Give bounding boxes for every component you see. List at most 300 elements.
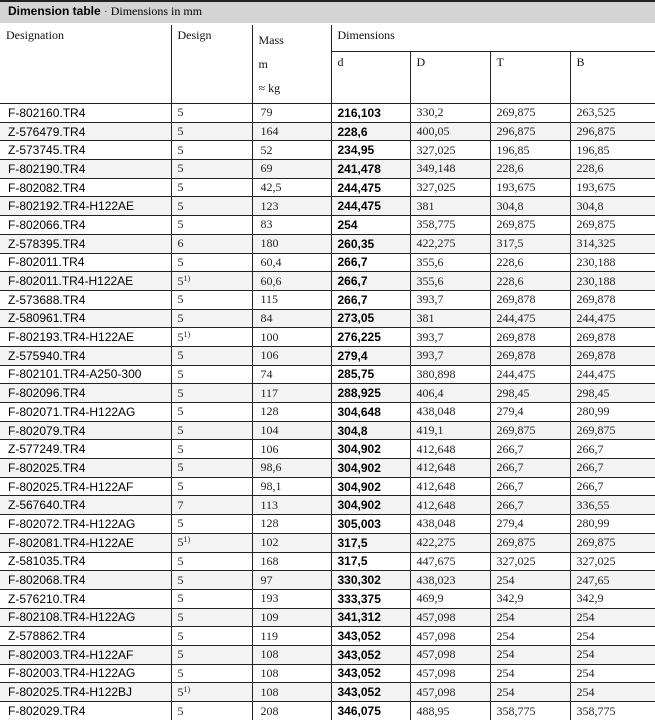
cell-design-value: 5 <box>177 273 184 288</box>
cell-design <box>171 141 252 160</box>
cell-mass-value: 119 <box>260 628 279 643</box>
table-subtitle: Dimensions in mm <box>110 4 203 18</box>
cell-d <box>331 178 410 197</box>
cell-D <box>410 104 490 123</box>
table-row <box>0 664 655 683</box>
cell-B-value: 336,55 <box>576 497 610 512</box>
cell-mass-value: 128 <box>260 404 279 419</box>
cell-B-value: 254 <box>576 684 595 699</box>
table-row <box>0 515 655 534</box>
cell-design <box>171 608 252 627</box>
cell-d <box>331 253 410 272</box>
cell-mass-value: 102 <box>260 535 279 550</box>
cell-designation <box>0 216 171 235</box>
cell-designation <box>0 197 171 216</box>
table-row <box>0 702 655 720</box>
cell-D-value: 438,023 <box>416 572 456 587</box>
cell-B-value: 254 <box>576 609 595 624</box>
cell-B-value: 269,875 <box>576 423 616 438</box>
cell-T <box>490 496 570 515</box>
footnote-marker: 1) <box>183 535 191 545</box>
cell-D <box>410 365 490 384</box>
cell-T <box>490 178 570 197</box>
cell-designation <box>0 141 171 160</box>
cell-design-value: 5 <box>177 609 184 624</box>
cell-D-value: 381 <box>416 198 435 213</box>
cell-T <box>490 197 570 216</box>
cell-design <box>171 477 252 496</box>
cell-designation-value: F-802071.TR4-H122AG <box>8 404 136 419</box>
cell-B <box>570 272 655 291</box>
cell-design-value: 5 <box>177 217 184 232</box>
table-row <box>0 496 655 515</box>
cell-designation <box>0 645 171 664</box>
cell-T <box>490 645 570 664</box>
cell-mass <box>252 178 331 197</box>
cell-B <box>570 421 655 440</box>
cell-T-value: 296,875 <box>496 124 536 139</box>
cell-design-value: 5 <box>177 460 184 475</box>
cell-design-value: 5 <box>177 329 184 344</box>
cell-mass-value: 128 <box>260 516 279 531</box>
cell-d <box>331 496 410 515</box>
cell-T <box>490 515 570 534</box>
table-row <box>0 533 655 552</box>
cell-design <box>171 197 252 216</box>
cell-B-value: 244,475 <box>576 310 616 325</box>
cell-d <box>331 533 410 552</box>
cell-T-value: 254 <box>496 647 515 662</box>
cell-d <box>331 216 410 235</box>
table-row <box>0 459 655 478</box>
cell-designation-value: F-802003.TR4-H122AG <box>8 666 136 681</box>
cell-designation-value: Z-580961.TR4 <box>8 311 86 326</box>
cell-T <box>490 459 570 478</box>
cell-d-value: 343,052 <box>337 685 381 700</box>
cell-d-value: 317,5 <box>337 535 368 550</box>
cell-T-value: 279,4 <box>496 516 524 531</box>
cell-designation-value: F-802029.TR4 <box>8 704 86 719</box>
cell-mass-value: 60,4 <box>260 254 282 269</box>
cell-T <box>490 571 570 590</box>
cell-D <box>410 421 490 440</box>
cell-T-value: 269,875 <box>496 105 536 120</box>
cell-D <box>410 328 490 347</box>
cell-d-value: 343,052 <box>337 629 381 644</box>
cell-designation <box>0 533 171 552</box>
cell-design <box>171 440 252 459</box>
cell-mass <box>252 104 331 123</box>
cell-B <box>570 122 655 141</box>
cell-D <box>410 552 490 571</box>
cell-designation-value: Z-576210.TR4 <box>8 591 86 606</box>
cell-designation <box>0 178 171 197</box>
cell-B <box>570 533 655 552</box>
footnote-marker: 1) <box>183 329 191 339</box>
cell-d-value: 244,475 <box>337 180 381 195</box>
cell-T-value: 254 <box>496 628 515 643</box>
cell-designation <box>0 403 171 422</box>
cell-mass <box>252 608 331 627</box>
cell-design <box>171 627 252 646</box>
cell-d-value: 244,475 <box>337 199 381 214</box>
cell-design <box>171 104 252 123</box>
cell-T-value: 254 <box>496 609 515 624</box>
cell-design-value: 5 <box>177 254 184 269</box>
cell-D <box>410 459 490 478</box>
cell-designation <box>0 552 171 571</box>
cell-B <box>570 253 655 272</box>
cell-designation <box>0 104 171 123</box>
cell-mass <box>252 664 331 683</box>
cell-mass-value: 98,1 <box>260 479 282 494</box>
cell-designation-value: F-802082.TR4 <box>8 180 86 195</box>
cell-T-value: 266,7 <box>496 460 524 475</box>
cell-B <box>570 290 655 309</box>
cell-d <box>331 515 410 534</box>
header-d: d <box>331 52 410 104</box>
cell-designation <box>0 477 171 496</box>
cell-B-value: 280,99 <box>576 404 610 419</box>
header-dimensions: Dimensions <box>331 25 655 52</box>
cell-design-value: 5 <box>177 572 184 587</box>
cell-B <box>570 496 655 515</box>
cell-d <box>331 627 410 646</box>
cell-design <box>171 234 252 253</box>
cell-B-value: 230,188 <box>576 273 616 288</box>
cell-T-value: 193,675 <box>496 180 536 195</box>
cell-D-value: 412,648 <box>416 460 456 475</box>
cell-B-value: 247,65 <box>576 572 610 587</box>
cell-designation <box>0 421 171 440</box>
cell-D <box>410 403 490 422</box>
cell-d-value: 304,902 <box>337 460 381 475</box>
cell-design-value: 5 <box>177 348 184 363</box>
cell-d-value: 234,95 <box>337 143 375 158</box>
header-D: D <box>410 52 490 104</box>
table-row <box>0 403 655 422</box>
cell-mass <box>252 627 331 646</box>
cell-designation <box>0 459 171 478</box>
cell-designation <box>0 272 171 291</box>
cell-mass-value: 180 <box>260 236 279 251</box>
cell-D <box>410 440 490 459</box>
cell-B-value: 266,7 <box>576 479 604 494</box>
cell-designation-value: Z-576479.TR4 <box>8 124 86 139</box>
cell-d <box>331 440 410 459</box>
cell-design <box>171 589 252 608</box>
cell-d-value: 241,478 <box>337 161 381 176</box>
cell-design-value: 5 <box>177 703 184 718</box>
cell-D-value: 457,098 <box>416 628 456 643</box>
cell-T-value: 279,4 <box>496 404 524 419</box>
cell-T-value: 266,7 <box>496 497 524 512</box>
cell-T <box>490 683 570 702</box>
cell-mass <box>252 552 331 571</box>
cell-design-value: 5 <box>177 665 184 680</box>
cell-B <box>570 104 655 123</box>
cell-d-value: 343,052 <box>337 647 381 662</box>
cell-T <box>490 403 570 422</box>
cell-D <box>410 533 490 552</box>
cell-d <box>331 421 410 440</box>
cell-d-value: 304,902 <box>337 442 381 457</box>
cell-mass <box>252 290 331 309</box>
cell-design <box>171 178 252 197</box>
cell-D <box>410 477 490 496</box>
cell-designation <box>0 515 171 534</box>
cell-d-value: 266,7 <box>337 292 368 307</box>
cell-D-value: 457,098 <box>416 684 456 699</box>
cell-B-value: 244,475 <box>576 366 616 381</box>
table-row <box>0 272 655 291</box>
cell-mass-value: 168 <box>260 553 279 568</box>
cell-T-value: 317,5 <box>496 236 524 251</box>
cell-D <box>410 216 490 235</box>
cell-T-value: 304,8 <box>496 198 524 213</box>
cell-B-value: 269,878 <box>576 292 616 307</box>
cell-design-value: 5 <box>177 441 184 456</box>
cell-designation <box>0 253 171 272</box>
cell-d-value: 216,103 <box>337 105 381 120</box>
cell-mass <box>252 365 331 384</box>
cell-designation-value: F-802025.TR4 <box>8 460 86 475</box>
cell-mass <box>252 496 331 515</box>
cell-D <box>410 608 490 627</box>
cell-T <box>490 104 570 123</box>
cell-D <box>410 627 490 646</box>
cell-mass-value: 208 <box>260 703 279 718</box>
cell-design-value: 5 <box>177 366 184 381</box>
cell-D-value: 412,648 <box>416 441 456 456</box>
cell-mass-value: 97 <box>260 572 273 587</box>
cell-d <box>331 384 410 403</box>
cell-B <box>570 608 655 627</box>
cell-designation-value: F-802011.TR4-H122AE <box>8 274 134 289</box>
cell-design <box>171 384 252 403</box>
cell-mass-value: 117 <box>260 385 279 400</box>
cell-T <box>490 272 570 291</box>
cell-B-value: 342,9 <box>576 591 604 606</box>
cell-mass <box>252 702 331 720</box>
cell-T <box>490 421 570 440</box>
cell-d <box>331 664 410 683</box>
cell-design-value: 5 <box>177 479 184 494</box>
cell-mass-value: 113 <box>260 497 279 512</box>
cell-d-value: 266,7 <box>337 274 368 289</box>
cell-mass <box>252 197 331 216</box>
cell-design <box>171 571 252 590</box>
table-body <box>0 104 655 720</box>
cell-D <box>410 272 490 291</box>
cell-B <box>570 683 655 702</box>
cell-B-value: 254 <box>576 665 595 680</box>
cell-design-value: 5 <box>177 404 184 419</box>
cell-T <box>490 384 570 403</box>
header-mass-label: Mass <box>258 33 284 47</box>
cell-designation-value: F-802011.TR4 <box>8 255 85 270</box>
cell-design <box>171 664 252 683</box>
cell-design-value: 5 <box>177 310 184 325</box>
cell-designation <box>0 160 171 179</box>
cell-B <box>570 627 655 646</box>
cell-mass-value: 74 <box>260 366 273 381</box>
cell-design <box>171 216 252 235</box>
table-row <box>0 309 655 328</box>
cell-D <box>410 178 490 197</box>
cell-d-value: 254 <box>337 217 358 232</box>
cell-B-value: 269,878 <box>576 329 616 344</box>
cell-B <box>570 645 655 664</box>
cell-B <box>570 309 655 328</box>
cell-design-value: 5 <box>177 535 184 550</box>
cell-design <box>171 160 252 179</box>
cell-d <box>331 328 410 347</box>
table-row <box>0 197 655 216</box>
cell-design <box>171 290 252 309</box>
cell-designation <box>0 122 171 141</box>
cell-mass <box>252 216 331 235</box>
cell-T <box>490 290 570 309</box>
cell-d <box>331 290 410 309</box>
cell-d <box>331 365 410 384</box>
cell-d-value: 304,902 <box>337 479 381 494</box>
cell-D <box>410 141 490 160</box>
header-mass-unit: ≈ kg <box>258 81 281 95</box>
cell-T <box>490 216 570 235</box>
cell-T-value: 269,878 <box>496 329 536 344</box>
cell-T-value: 342,9 <box>496 591 524 606</box>
cell-designation <box>0 234 171 253</box>
cell-design-value: 5 <box>177 180 184 195</box>
header-mass <box>252 25 331 104</box>
cell-designation <box>0 589 171 608</box>
cell-D-value: 422,275 <box>416 236 456 251</box>
cell-B <box>570 328 655 347</box>
cell-d <box>331 571 410 590</box>
cell-design-value: 5 <box>177 647 184 662</box>
cell-D-value: 422,275 <box>416 535 456 550</box>
cell-designation <box>0 608 171 627</box>
cell-T <box>490 253 570 272</box>
cell-T-value: 254 <box>496 665 515 680</box>
cell-D-value: 488,95 <box>416 703 450 718</box>
cell-mass <box>252 234 331 253</box>
cell-mass-value: 115 <box>260 292 279 307</box>
cell-D <box>410 290 490 309</box>
cell-T <box>490 440 570 459</box>
cell-D <box>410 197 490 216</box>
cell-B <box>570 477 655 496</box>
cell-T <box>490 477 570 496</box>
cell-mass <box>252 683 331 702</box>
cell-B <box>570 384 655 403</box>
cell-design <box>171 683 252 702</box>
cell-d <box>331 309 410 328</box>
cell-design-value: 5 <box>177 385 184 400</box>
header-B: B <box>570 52 655 104</box>
cell-D-value: 412,648 <box>416 497 456 512</box>
cell-B-value: 266,7 <box>576 441 604 456</box>
cell-T <box>490 702 570 720</box>
cell-T <box>490 309 570 328</box>
cell-d-value: 279,4 <box>337 348 368 363</box>
cell-B-value: 304,8 <box>576 198 604 213</box>
cell-designation-value: Z-577249.TR4 <box>8 442 86 457</box>
cell-D-value: 355,6 <box>416 273 444 288</box>
cell-B-value: 327,025 <box>576 553 616 568</box>
table-row <box>0 160 655 179</box>
table-row <box>0 589 655 608</box>
cell-mass <box>252 571 331 590</box>
cell-design <box>171 533 252 552</box>
cell-D <box>410 589 490 608</box>
cell-d <box>331 702 410 720</box>
cell-design-value: 5 <box>177 161 184 176</box>
cell-B <box>570 234 655 253</box>
table-row <box>0 346 655 365</box>
cell-d-value: 304,8 <box>337 423 368 438</box>
header-designation: Designation <box>0 25 171 104</box>
cell-D-value: 393,7 <box>416 292 444 307</box>
cell-d <box>331 683 410 702</box>
cell-d-value: 288,925 <box>337 386 381 401</box>
cell-designation-value: Z-578395.TR4 <box>8 236 86 251</box>
cell-D-value: 393,7 <box>416 348 444 363</box>
cell-D <box>410 683 490 702</box>
cell-D-value: 457,098 <box>416 647 456 662</box>
cell-design-value: 5 <box>177 553 184 568</box>
cell-D-value: 406,4 <box>416 385 444 400</box>
cell-D <box>410 702 490 720</box>
cell-designation <box>0 328 171 347</box>
table-row <box>0 365 655 384</box>
cell-T <box>490 160 570 179</box>
cell-design <box>171 459 252 478</box>
cell-B <box>570 346 655 365</box>
cell-design <box>171 122 252 141</box>
cell-designation <box>0 627 171 646</box>
cell-designation-value: F-802193.TR4-H122AE <box>8 330 135 345</box>
cell-design <box>171 702 252 720</box>
cell-d <box>331 197 410 216</box>
cell-T <box>490 234 570 253</box>
cell-mass-value: 164 <box>260 124 279 139</box>
cell-mass-value: 109 <box>260 609 279 624</box>
cell-B-value: 269,875 <box>576 217 616 232</box>
cell-designation <box>0 346 171 365</box>
cell-d-value: 330,302 <box>337 573 381 588</box>
cell-d-value: 346,075 <box>337 704 381 719</box>
cell-mass <box>252 477 331 496</box>
cell-D-value: 358,775 <box>416 217 456 232</box>
cell-D-value: 393,7 <box>416 329 444 344</box>
cell-T-value: 269,875 <box>496 217 536 232</box>
cell-T <box>490 346 570 365</box>
table-row <box>0 440 655 459</box>
cell-D <box>410 664 490 683</box>
cell-B-value: 269,878 <box>576 348 616 363</box>
cell-B <box>570 459 655 478</box>
cell-D-value: 400,05 <box>416 124 450 139</box>
cell-B-value: 254 <box>576 628 595 643</box>
cell-design <box>171 328 252 347</box>
cell-B <box>570 216 655 235</box>
cell-design <box>171 403 252 422</box>
cell-mass-value: 104 <box>260 423 279 438</box>
cell-D-value: 330,2 <box>416 105 444 120</box>
cell-d <box>331 141 410 160</box>
